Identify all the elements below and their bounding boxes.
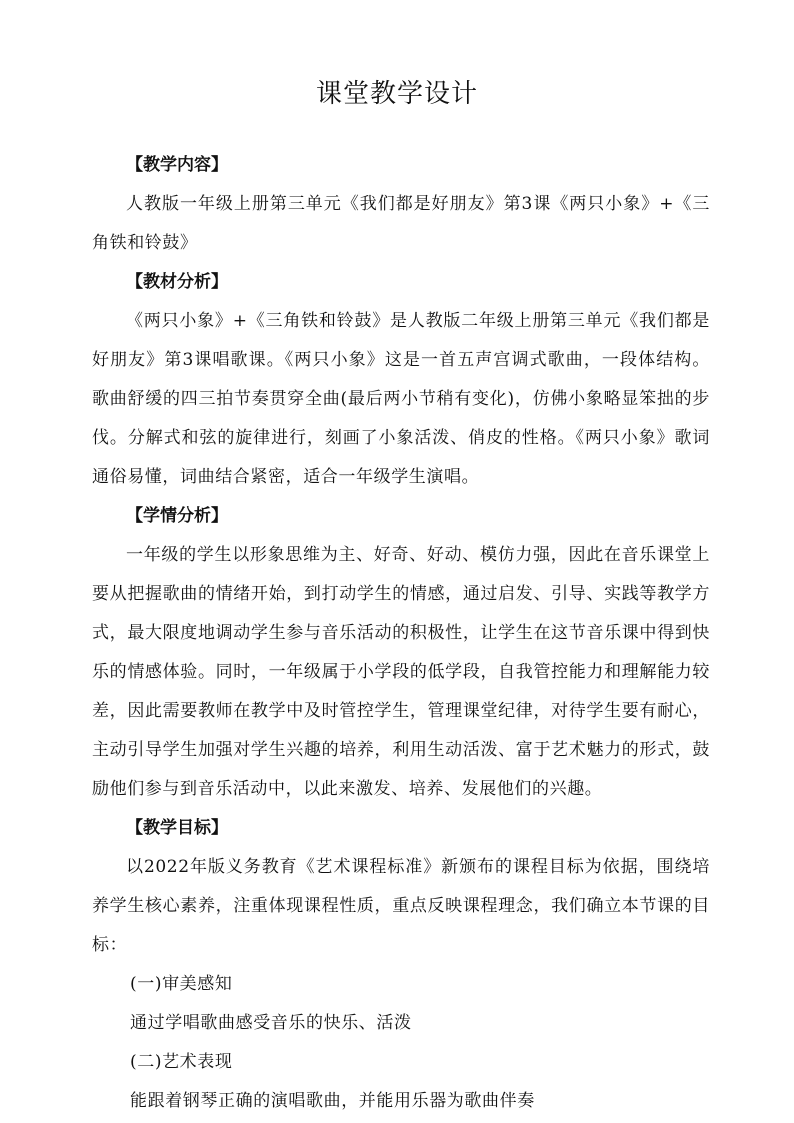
goal-item-text-performance: 能跟着钢琴正确的演唱歌曲，并能用乐器为歌曲伴奏	[130, 1091, 535, 1111]
page-title: 课堂教学设计	[315, 79, 478, 109]
section-heading-teaching-goals: 【教学目标】	[126, 818, 228, 838]
section-heading-material-analysis: 【教材分析】	[126, 272, 228, 292]
section-text-student-analysis: 一年级的学生以形象思维为主、好奇、好动、模仿力强，因此在音乐课堂上要从把握歌曲的情绪开始，到打动学生的情感，通过启发、引导、实践等教学方式，最大限度地调动学生参与音乐活动的积极性，让学生在这节音乐课中得到快乐的情感体验。同时，一年级属于小学段的低学段，自我管控能力和理解能力较差，因此需要教师在教学中及时管控学生，管理课堂纪律，对待学生要有耐心，主动引导学生加强对学生兴趣的培养，利用生动活泼、富于艺术魅力的形式，鼓励他们参与到音乐活动中，以此来激发、培养、发展他们的兴趣。	[92, 545, 710, 799]
section-heading-student-analysis: 【学情分析】	[126, 506, 228, 526]
section-heading-teaching-content: 【教学内容】	[126, 155, 228, 175]
goal-item-text-aesthetic: 通过学唱歌曲感受音乐的快乐、活泼	[130, 1013, 412, 1033]
goal-item-label-performance: (二)艺术表现	[130, 1052, 233, 1072]
section-text-material-analysis: 《两只小象》+《三角铁和铃鼓》是人教版二年级上册第三单元《我们都是好朋友》第3课唱歌课。《两只小象》这是一首五声宫调式歌曲，一段体结构。歌曲舒缓的四三拍节奏贯穿全曲(最后两小节稍有变化)，仿佛小象略显笨拙的步伐。分解式和弦的旋律进行，刻画了小象活泼、俏皮的性格。《两只小象》歌词通俗易懂，词曲结合紧密，适合一年级学生演唱。	[92, 311, 710, 487]
section-text-teaching-goals: 以2022年版义务教育《艺术课程标准》新颁布的课程目标为依据，围绕培养学生核心素养，注重体现课程性质，重点反映课程理念，我们确立本节课的目标：	[92, 857, 710, 955]
goal-item-label-aesthetic: (一)审美感知	[130, 974, 233, 994]
section-text-teaching-content: 人教版一年级上册第三单元《我们都是好朋友》第3课《两只小象》+《三角铁和铃鼓》	[92, 194, 710, 253]
document-body	[92, 146, 710, 1121]
